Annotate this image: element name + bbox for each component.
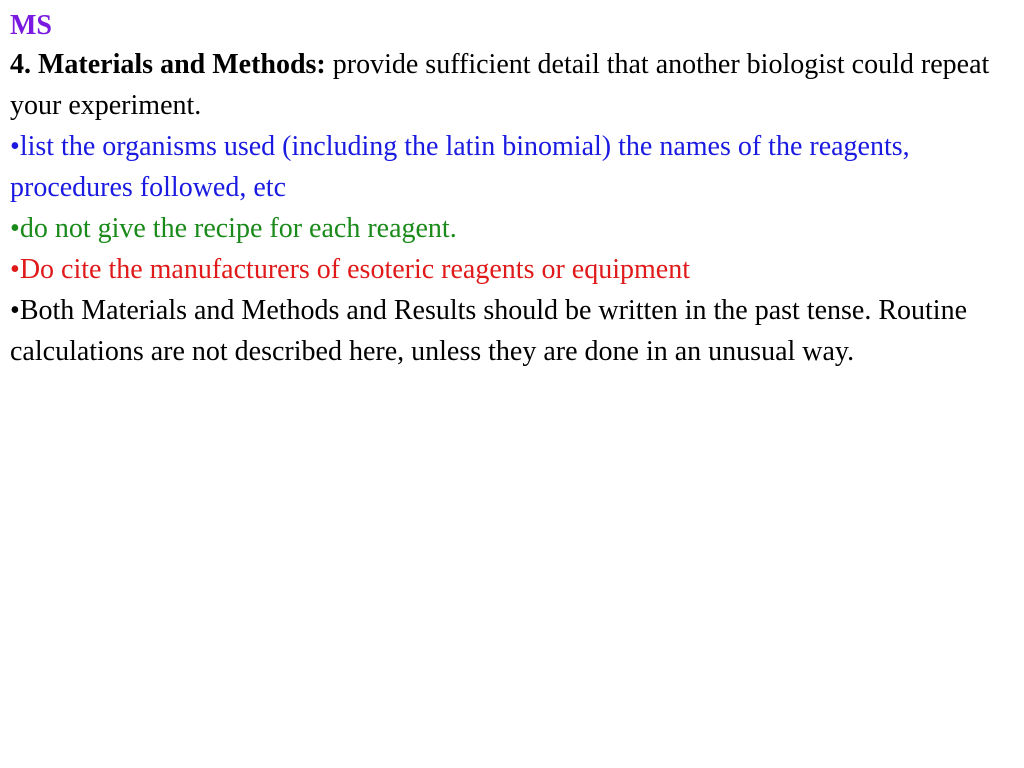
slide-tag: MS bbox=[10, 10, 52, 41]
bullet-cite-manufacturers bbox=[10, 249, 1014, 290]
bullet-organisms bbox=[10, 126, 1014, 208]
heading-text: provide sufficient detail that another biologist could repeat your experiment. bbox=[10, 49, 990, 121]
bullet-marker: • bbox=[10, 213, 20, 244]
bullet-text: list the organisms used (including the latin binomial) the names of the reagents, procedures followed, etc bbox=[10, 131, 910, 203]
bullet-marker: • bbox=[10, 295, 20, 326]
bullet-marker: • bbox=[10, 131, 20, 162]
bullet-marker: • bbox=[10, 254, 20, 285]
bullet-text: do not give the recipe for each reagent. bbox=[19, 213, 457, 244]
bullet-text: Both Materials and Methods and Results should be written in the past tense. Routine calculations are not described here, unless they are done in an unusual way. bbox=[10, 295, 968, 367]
bullet-no-recipe bbox=[10, 208, 1014, 249]
bullet-text: Do cite the manufacturers of esoteric reagents or equipment bbox=[19, 254, 690, 285]
heading-bold: 4. Materials and Methods: bbox=[10, 49, 326, 80]
bullet-past-tense bbox=[10, 290, 1014, 372]
heading-paragraph bbox=[10, 44, 1014, 126]
